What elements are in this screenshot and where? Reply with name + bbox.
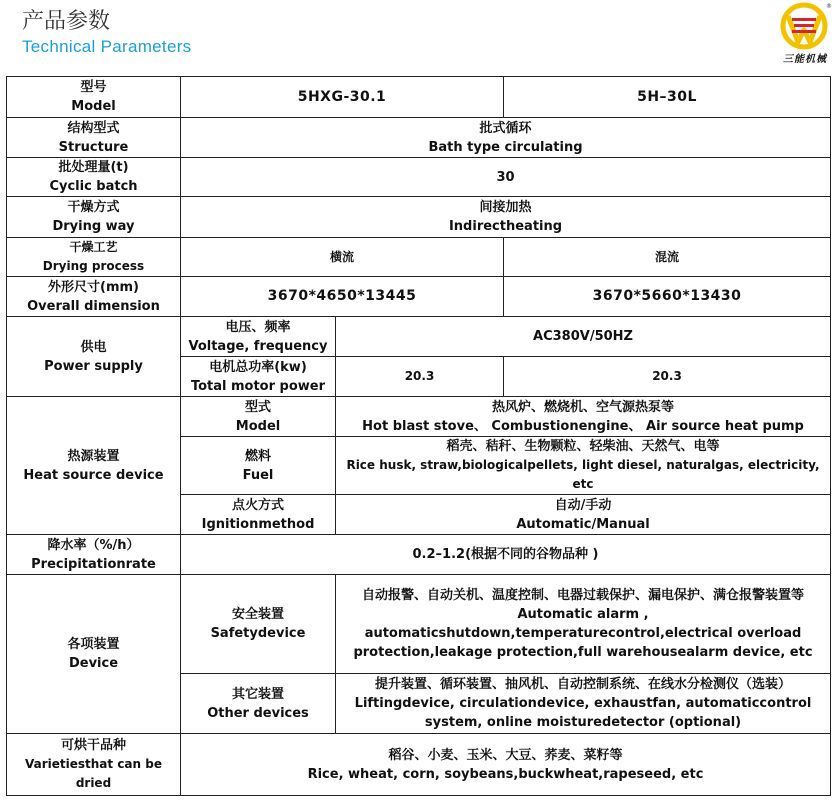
label-varieties: 可烘干品种 Varietiesthat can be dried (7, 734, 181, 796)
value-safety: 自动报警、自动关机、温度控制、电器过载保护、漏电保护、满仓报警装置等 Automatic alarm , automaticshutdown,temperaturecontrol,electrical overload protection,leakage protection,full warehousealarm device, etc (336, 575, 831, 674)
value-model-1: 5HXG-30.1 (181, 77, 504, 118)
value-dimension-1: 3670*4650*13445 (181, 277, 504, 317)
row-drying-way (7, 197, 831, 238)
value-motor-power-1: 20.3 (336, 357, 504, 397)
value-drying-process-2: 混流 (504, 238, 831, 277)
value-heat-model: 热风炉、燃烧机、空气源热泵等 Hot blast stove、 Combustionengine、 Air source heat pump (336, 397, 831, 437)
svg-text:®: ® (826, 3, 832, 10)
row-structure (7, 118, 831, 158)
row-dimension (7, 277, 831, 317)
value-voltage: AC380V/50HZ (336, 317, 831, 357)
value-varieties: 稻谷、小麦、玉米、大豆、荞麦、菜籽等 Rice, wheat, corn, soybeans,buckwheat,rapeseed, etc (181, 734, 831, 796)
value-dimension-2: 3670*5660*13430 (504, 277, 831, 317)
value-drying-way: 间接加热 Indirectheating (181, 197, 831, 238)
value-batch: 30 (181, 158, 831, 197)
label-precipitation: 降水率（%/h） Precipitationrate (7, 535, 181, 575)
label-dimension: 外形尺寸(mm) Overall dimension (7, 277, 181, 317)
row-batch (7, 158, 831, 197)
row-drying-process (7, 238, 831, 277)
label-structure: 结构型式 Structure (7, 118, 181, 158)
page-title-en: Technical Parameters (22, 37, 192, 56)
brand-name: 三能机械 (783, 54, 827, 65)
label-heat-model: 型式 Model (181, 397, 336, 437)
row-varieties (7, 734, 831, 796)
page-title-cn: 产品参数 (22, 9, 111, 34)
value-ignition: 自动/手动 Automatic/Manual (336, 495, 831, 535)
label-drying-way: 干燥方式 Drying way (7, 197, 181, 238)
spec-table (6, 76, 831, 796)
value-structure: 批式循环 Bath type circulating (181, 118, 831, 158)
label-device: 各项装置 Device (7, 575, 181, 734)
row-heat-model (7, 397, 831, 437)
label-batch: 批处理量(t) Cyclic batch (7, 158, 181, 197)
label-model: 型号 Model (7, 77, 181, 118)
label-ignition: 点火方式 Ignitionmethod (181, 495, 336, 535)
label-drying-process: 干燥工艺 Drying process (7, 238, 181, 277)
label-other-devices: 其它装置 Other devices (181, 674, 336, 734)
label-motor-power: 电机总功率(kw) Total motor power (181, 357, 336, 397)
value-drying-process-1: 横流 (181, 238, 504, 277)
value-precipitation: 0.2–1.2(根据不同的谷物品种 ) (181, 535, 831, 575)
row-model (7, 77, 831, 118)
row-safety (7, 575, 831, 674)
value-other-devices: 提升装置、循环装置、抽风机、自动控制系统、在线水分检测仪（选装） Liftingdevice, circulationdevice, exhaustfan, automaticcontrol system, online moisturedetector (optional) (336, 674, 831, 734)
label-fuel: 燃料 Fuel (181, 437, 336, 495)
row-voltage (7, 317, 831, 357)
label-voltage: 电压、频率 Voltage, frequency (181, 317, 336, 357)
value-model-2: 5H–30L (504, 77, 831, 118)
label-heat-source: 热源装置 Heat source device (7, 397, 181, 535)
label-safety: 安全装置 Safetydevice (181, 575, 336, 674)
label-power-supply: 供电 Power supply (7, 317, 181, 397)
value-motor-power-2: 20.3 (504, 357, 831, 397)
row-precipitation (7, 535, 831, 575)
value-fuel: 稻壳、秸秆、生物颗粒、轻柴油、天然气、电等 Rice husk, straw,biologicalpellets, light diesel, naturalgas, electricity, etc (336, 437, 831, 495)
